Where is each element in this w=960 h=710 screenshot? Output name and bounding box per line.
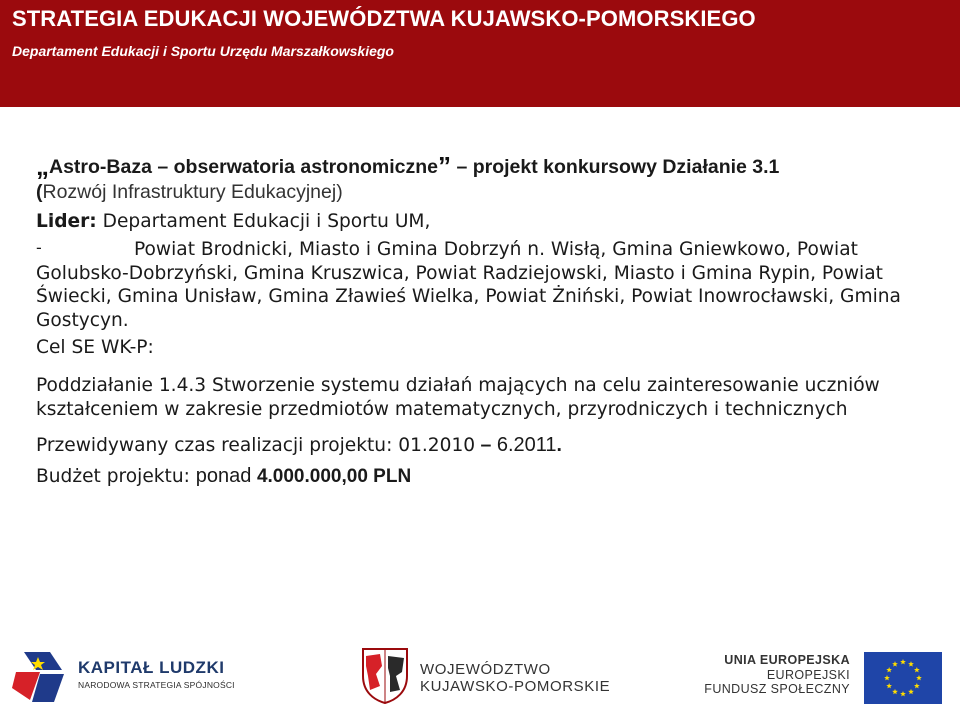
timeline-line	[36, 433, 936, 458]
timeline-label: Przewidywany czas realizacji projektu: 01.2010	[36, 435, 476, 456]
partners-text: Powiat Brodnicki, Miasto i Gmina Dobrzyń n. Wisłą, Gmina Gniewkowo, Powiat Golubsko-Dobrzyński, Gmina Kruszwica, Powiat Radziejowski, Miasto i Gmina Rypin, Powiat Świecki, Gmina Unisław, Gmina Zławieś Wielka, Powiat Żniński, Powiat Inowrocławski, Gmina Gostycyn.	[36, 239, 901, 331]
budget-line	[36, 464, 936, 489]
measure-o-2: ó	[362, 397, 374, 420]
budget-prefix: ponad	[195, 465, 257, 487]
kp-line-1: WOJEWÓDZTWO	[420, 661, 551, 678]
kapital-ludzki-text	[78, 658, 235, 690]
goal-label: Cel SE WK-P:	[36, 337, 154, 358]
header-banner	[0, 0, 960, 107]
page-title: STRATEGIA EDUKACJI WOJEWÓDZTWA KUJAWSKO-POMORSKIEGO	[12, 6, 756, 31]
measure-part-1: Poddziałanie 1.4.3 Stworzenie systemu działań mających na celu zainteresowanie uczni	[36, 375, 854, 396]
timeline-dot: .	[556, 434, 562, 456]
leader-line	[36, 209, 936, 234]
partners-dash: -	[36, 238, 42, 257]
eu-flag-icon	[864, 652, 942, 704]
kapital-ludzki-logo-icon	[10, 648, 68, 706]
timeline-end: 6.2011	[496, 434, 557, 456]
ue-line-2: EUROPEJSKI	[766, 667, 850, 682]
measure-part-3: w matematycznych, przyrodniczych i technicznych	[373, 398, 848, 420]
kujawsko-pomorskie-coat-of-arms-icon	[360, 646, 410, 704]
measure-text	[36, 374, 936, 421]
budget-amount: 4.000.000,00 PLN	[256, 466, 412, 487]
logo-footer	[0, 640, 960, 710]
ue-line-3: FUNDUSZ SPOŁECZNY	[704, 682, 850, 696]
measure-part-2: w kształceniem w zakresie przedmiot	[36, 375, 880, 420]
leader-label: Lider:	[36, 211, 97, 232]
project-title-line	[36, 151, 936, 181]
timeline-dash: –	[475, 434, 497, 456]
program-paren: (	[36, 181, 43, 203]
slide-content	[36, 151, 936, 489]
measure-o-1: ó	[853, 374, 865, 396]
open-quote: „	[36, 151, 49, 181]
eu-fund-text	[700, 653, 850, 697]
leader-value: Departament Edukacji i Sportu UM,	[102, 211, 431, 232]
budget-label: Budżet projektu:	[36, 466, 196, 487]
project-name: Astro-Baza – obserwatoria astronomiczne	[49, 156, 439, 178]
project-type: – projekt konkursowy Działanie 3.1	[456, 156, 780, 178]
close-quote: ”	[438, 151, 452, 181]
program-line	[36, 180, 936, 205]
ue-line-1: UNIA EUROPEJSKA	[724, 653, 850, 667]
kujawsko-pomorskie-text	[420, 661, 610, 695]
kl-subtitle: NARODOWA STRATEGIA SPÓJNOŚCI	[78, 680, 235, 690]
kl-title: KAPITAŁ LUDZKI	[78, 658, 225, 677]
partners-block	[36, 238, 936, 332]
program-name: Rozwój Infrastruktury Edukacyjnej)	[42, 181, 343, 203]
kp-line-2: KUJAWSKO-POMORSKIE	[420, 678, 611, 695]
page-subtitle: Departament Edukacji i Sportu Urzędu Marszałkowskiego	[12, 43, 394, 59]
